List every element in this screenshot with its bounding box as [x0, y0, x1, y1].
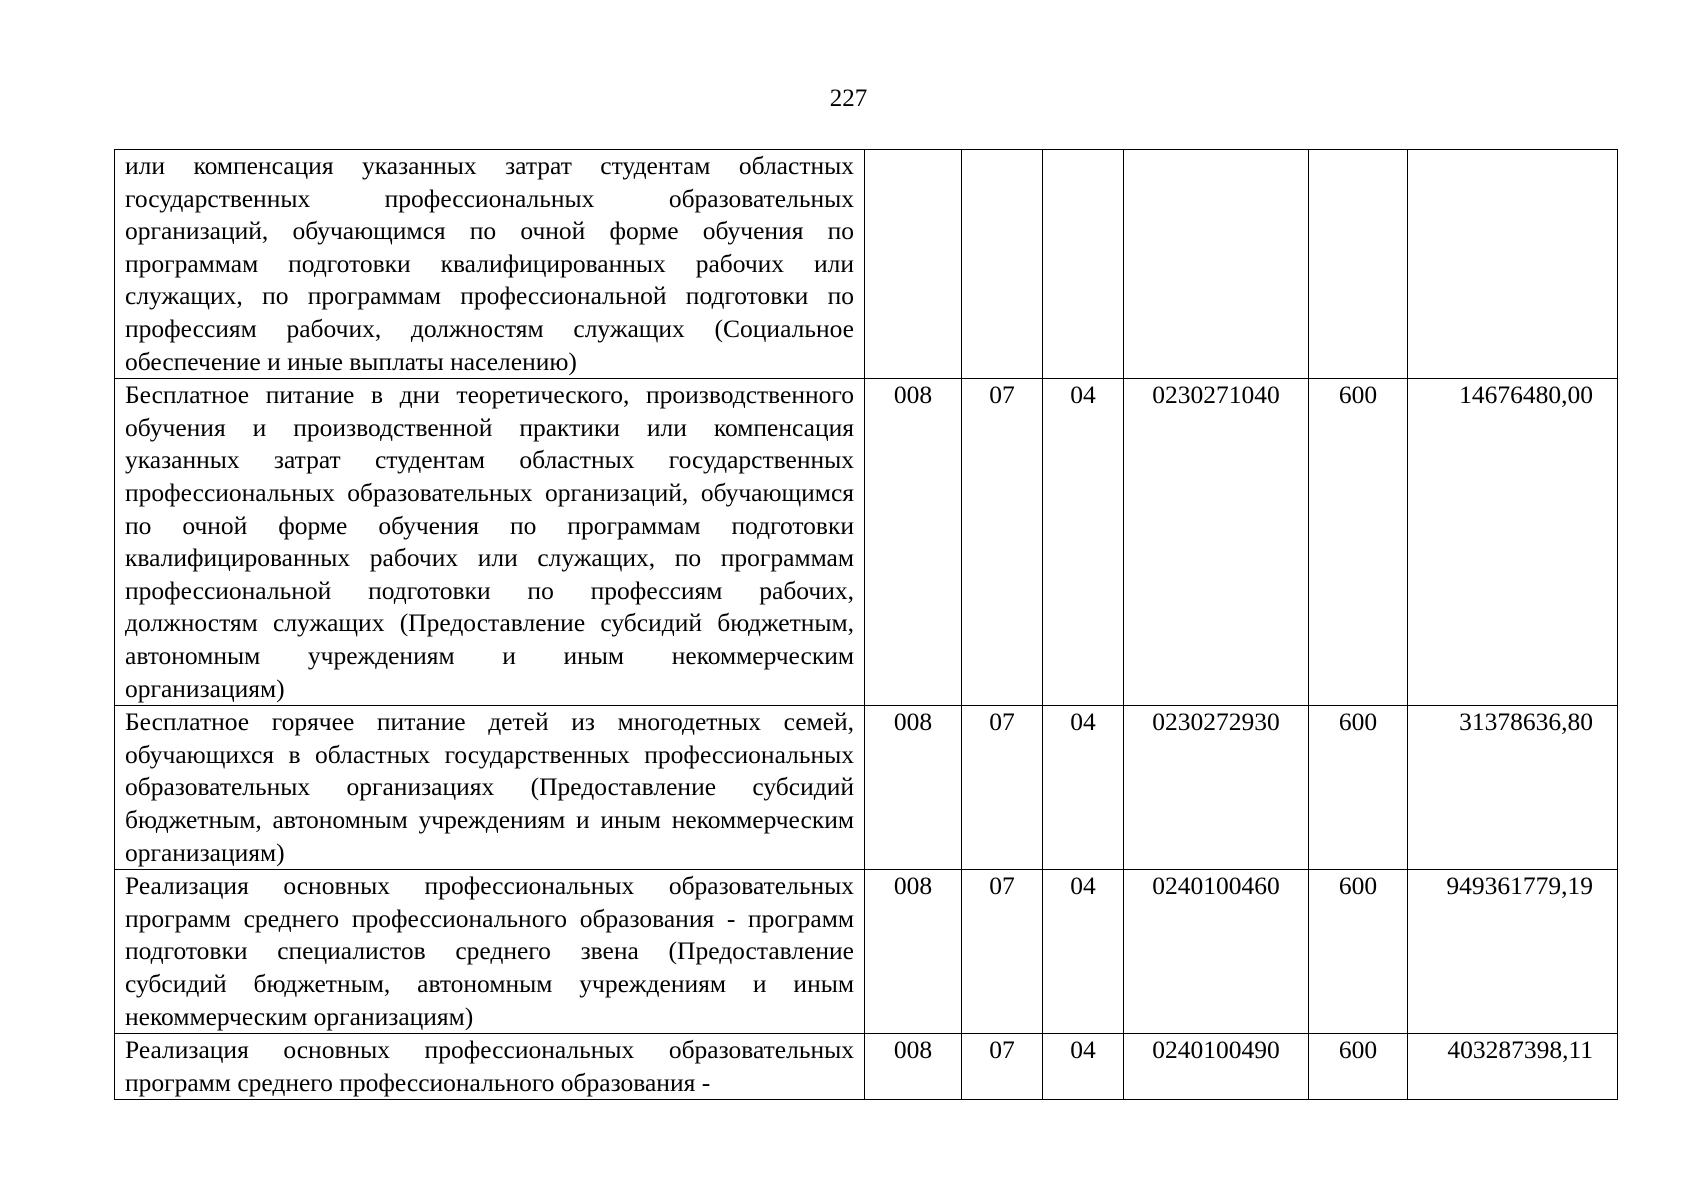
section-code	[962, 150, 1043, 379]
target-article-code	[1124, 150, 1309, 379]
ministry-code: 008	[865, 870, 962, 1034]
subsection-code: 04	[1043, 706, 1124, 870]
ministry-code: 008	[865, 379, 962, 706]
section-code: 07	[962, 379, 1043, 706]
page-number: 227	[829, 85, 868, 112]
subsection-code: 04	[1043, 1034, 1124, 1100]
amount: 14676480,00	[1408, 379, 1618, 706]
section-code: 07	[962, 870, 1043, 1034]
budget-table	[114, 149, 1618, 1100]
amount: 31378636,80	[1408, 706, 1618, 870]
subsection-code	[1043, 150, 1124, 379]
expense-type-code: 600	[1309, 870, 1408, 1034]
ministry-code: 008	[865, 706, 962, 870]
expense-type-code: 600	[1309, 1034, 1408, 1100]
expense-description: Бесплатное питание в дни теоретического, производственного обучения и производственной практики или компенсация указанных затрат студентам областных государственных профессиональных образовательных организаций, обучающимся по очной форме обучения по программам подготовки квалифицированных рабочих или служащих, по программам профессиональной подготовки по профессиям рабочих, должностям служащих (Предоставление субсидий бюджетным, автономным учреждениям и иным некоммерческим организациям)	[115, 379, 865, 706]
table-row	[115, 1034, 1618, 1100]
expense-description: Реализация основных профессиональных образовательных программ среднего профессионального образования -	[115, 1034, 865, 1100]
table-row	[115, 870, 1618, 1034]
expense-type-code: 600	[1309, 379, 1408, 706]
expense-description: Бесплатное горячее питание детей из многодетных семей, обучающихся в областных государственных профессиональных образовательных организациях (Предоставление субсидий бюджетным, автономным учреждениям и иным некоммерческим организациям)	[115, 706, 865, 870]
section-code: 07	[962, 706, 1043, 870]
expense-description: Реализация основных профессиональных образовательных программ среднего профессионального образования - программ подготовки специалистов среднего звена (Предоставление субсидий бюджетным, автономным учреждениям и иным некоммерческим организациям)	[115, 870, 865, 1034]
expense-type-code: 600	[1309, 706, 1408, 870]
subsection-code: 04	[1043, 870, 1124, 1034]
expense-description: или компенсация указанных затрат студентам областных государственных профессиональных образовательных организаций, обучающимся по очной форме обучения по программам подготовки квалифицированных рабочих или служащих, по программам профессиональной подготовки по профессиям рабочих, должностям служащих (Социальное обеспечение и иные выплаты населению)	[115, 150, 865, 379]
amount: 403287398,11	[1408, 1034, 1618, 1100]
ministry-code: 008	[865, 1034, 962, 1100]
section-code: 07	[962, 1034, 1043, 1100]
target-article-code: 0230271040	[1124, 379, 1309, 706]
amount: 949361779,19	[1408, 870, 1618, 1034]
table-row	[115, 150, 1618, 379]
target-article-code: 0230272930	[1124, 706, 1309, 870]
expense-type-code	[1309, 150, 1408, 379]
table-row	[115, 379, 1618, 706]
subsection-code: 04	[1043, 379, 1124, 706]
target-article-code: 0240100490	[1124, 1034, 1309, 1100]
amount	[1408, 150, 1618, 379]
ministry-code	[865, 150, 962, 379]
table-row	[115, 706, 1618, 870]
target-article-code: 0240100460	[1124, 870, 1309, 1034]
